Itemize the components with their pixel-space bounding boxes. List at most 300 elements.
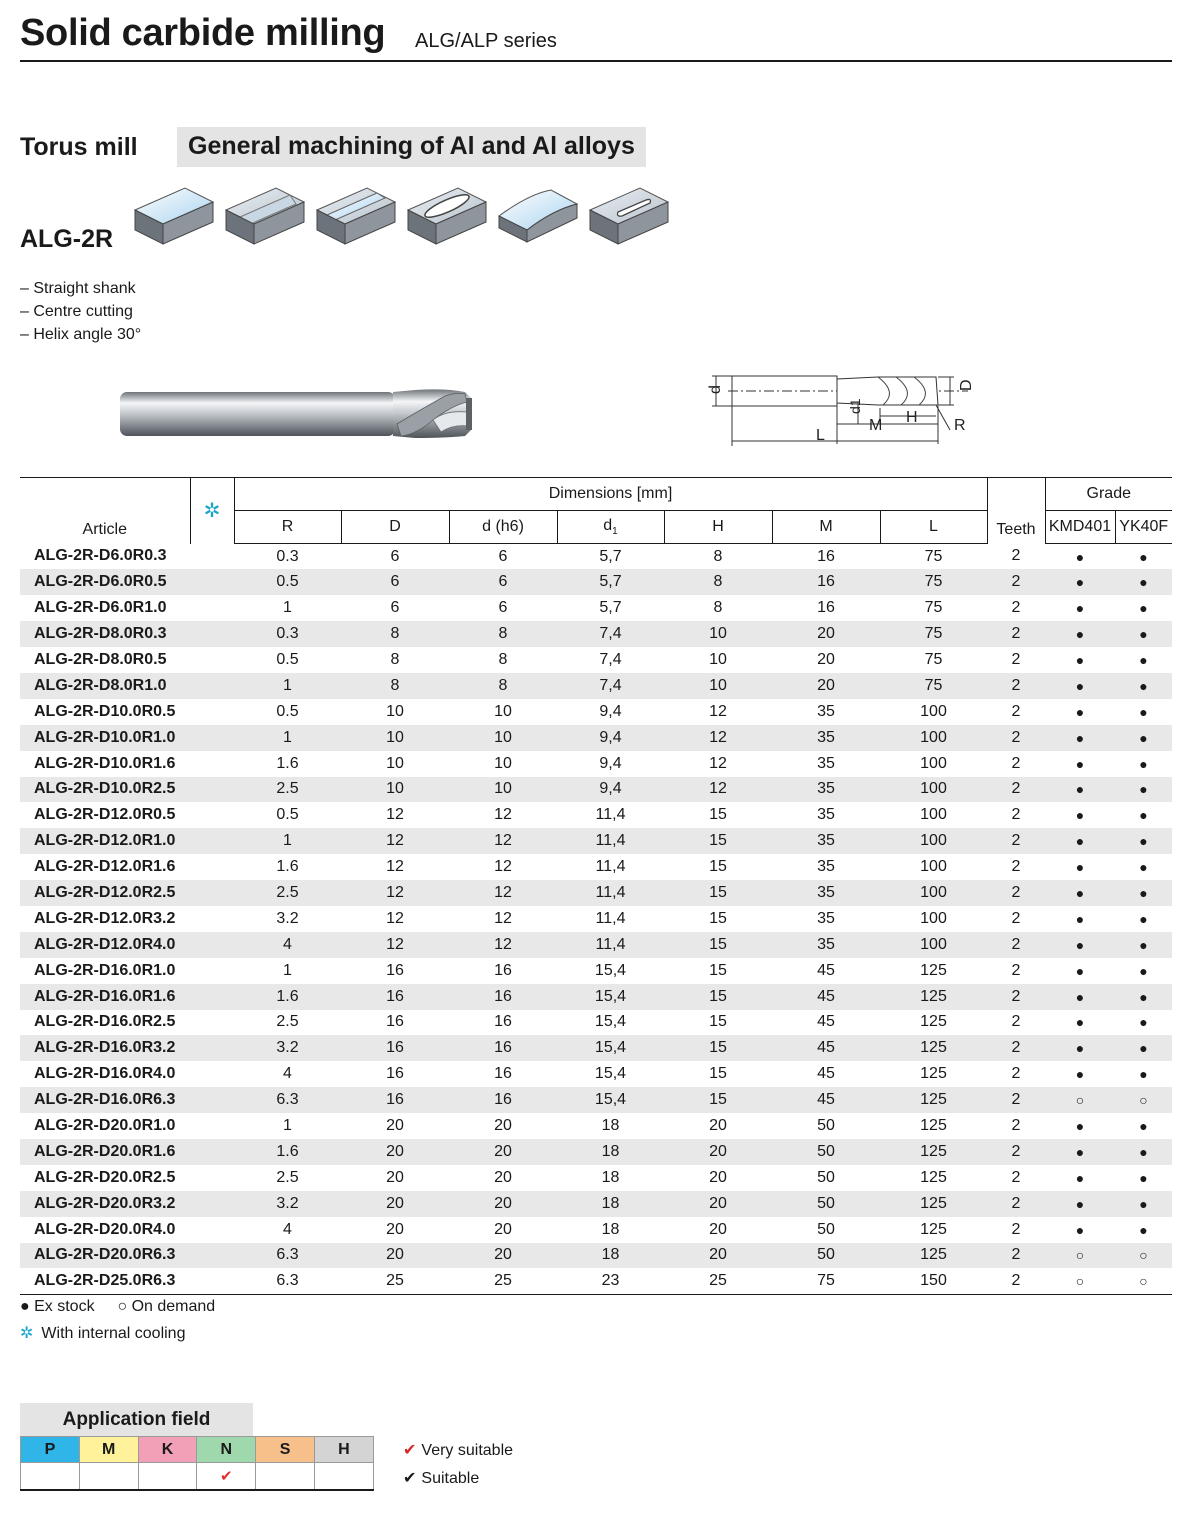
table-cell: 2 xyxy=(987,1035,1045,1061)
col-cooling xyxy=(190,478,234,544)
table-cell xyxy=(190,1061,234,1087)
legend-on-demand: ○ On demand xyxy=(117,1298,216,1315)
table-cell: ● xyxy=(1075,755,1085,772)
table-cell: 125 xyxy=(920,961,947,979)
table-cell: 16 xyxy=(494,1065,512,1083)
article-cell: ALG-2R-D16.0R4.0 xyxy=(34,1065,176,1083)
article-cell: ALG-2R-D20.0R4.0 xyxy=(34,1220,176,1238)
table-cell: 11,4 xyxy=(557,828,664,854)
article-cell: ALG-2R-D16.0R2.5 xyxy=(34,1013,176,1031)
table-cell: 125 xyxy=(880,984,987,1010)
table-cell: 35 xyxy=(772,777,880,803)
face-milling-icon xyxy=(135,188,213,244)
col-kmd401: KMD401 xyxy=(1045,511,1115,544)
table-cell: ● xyxy=(1075,1014,1085,1031)
table-cell: 12 xyxy=(449,932,557,958)
table-cell xyxy=(190,1191,234,1217)
table-cell: 45 xyxy=(817,1065,835,1083)
suitable-check-icon: ✔ xyxy=(403,1470,417,1487)
table-cell: 15 xyxy=(664,1035,772,1061)
table-cell: 15,4 xyxy=(557,1087,664,1113)
table-cell: 20 xyxy=(817,651,835,668)
table-cell: 8 xyxy=(341,621,449,647)
table-row xyxy=(20,725,1172,751)
table-row xyxy=(20,751,1172,777)
table-cell: 100 xyxy=(920,909,947,927)
table-cell: 2 xyxy=(987,1268,1045,1294)
table-cell: ● xyxy=(1139,652,1148,668)
table-cell: 15 xyxy=(709,858,727,876)
table-cell: ● xyxy=(1139,1014,1148,1031)
col-H: H xyxy=(664,511,772,544)
table-cell: 35 xyxy=(817,754,835,772)
article-cell: ALG-2R-D8.0R1.0 xyxy=(20,673,190,699)
article-cell: ALG-2R-D16.0R3.2 xyxy=(20,1035,190,1061)
table-row xyxy=(20,880,1172,906)
table-cell: 100 xyxy=(880,880,987,906)
table-cell: 12 xyxy=(449,828,557,854)
table-cell: 10 xyxy=(341,777,449,803)
table-cell: ○ xyxy=(1115,1243,1172,1269)
table-cell: 16 xyxy=(341,1035,449,1061)
table-cell: ● xyxy=(1115,1139,1172,1165)
table-cell: 16 xyxy=(449,984,557,1010)
table-cell: 15 xyxy=(664,984,772,1010)
table-cell: ● xyxy=(1115,1035,1172,1061)
table-cell: 2 xyxy=(987,932,1045,958)
table-cell: ● xyxy=(1115,621,1172,647)
table-cell: 2.5 xyxy=(276,1013,299,1031)
table-cell: ● xyxy=(1115,673,1172,699)
table-cell xyxy=(190,958,234,984)
table-cell: 15 xyxy=(664,828,772,854)
table-cell: 2 xyxy=(1011,1220,1021,1238)
table-cell: ● xyxy=(1045,880,1115,906)
table-cell: 12 xyxy=(664,725,772,751)
article-cell: ALG-2R-D8.0R0.5 xyxy=(34,651,167,668)
table-cell: 45 xyxy=(817,961,835,979)
table-cell: 35 xyxy=(772,932,880,958)
table-cell: 75 xyxy=(880,673,987,699)
table-cell: 5,7 xyxy=(599,547,622,565)
table-cell: 18 xyxy=(601,1220,620,1238)
material-group-mark xyxy=(256,1463,315,1490)
table-cell: 2 xyxy=(1011,1065,1021,1083)
table-cell: 125 xyxy=(880,1139,987,1165)
drawing-label-M: M xyxy=(869,417,883,434)
table-cell: ● xyxy=(1045,1035,1115,1061)
table-row xyxy=(20,1061,1172,1087)
table-cell: 45 xyxy=(772,984,880,1010)
table-cell: 12 xyxy=(386,909,404,927)
material-group-n: N xyxy=(197,1437,256,1463)
page-title: Solid carbide milling xyxy=(20,12,386,54)
table-cell: ● xyxy=(1075,962,1085,979)
table-cell: 18 xyxy=(601,1168,620,1186)
table-cell: 12 xyxy=(449,880,557,906)
table-cell: ● xyxy=(1075,1221,1085,1238)
material-group-s: S xyxy=(256,1437,315,1463)
table-cell xyxy=(190,984,234,1010)
table-cell: 2 xyxy=(987,777,1045,803)
table-cell: 4 xyxy=(283,1220,292,1238)
table-cell: ○ xyxy=(1045,1243,1115,1269)
table-row xyxy=(20,958,1172,984)
table-cell: 8 xyxy=(449,621,557,647)
table-cell: 2 xyxy=(987,1191,1045,1217)
table-cell: 11,4 xyxy=(557,932,664,958)
table-cell: 20 xyxy=(449,1139,557,1165)
table-cell: ● xyxy=(1139,1221,1148,1238)
table-cell: 5,7 xyxy=(599,599,622,617)
table-cell: 20 xyxy=(494,1168,512,1186)
table-cell: ● xyxy=(1075,652,1085,668)
table-cell: 5,7 xyxy=(557,569,664,595)
table-cell: 18 xyxy=(557,1191,664,1217)
suitability-legend xyxy=(403,1437,513,1493)
table-cell: 0.5 xyxy=(276,702,299,720)
table-row xyxy=(20,647,1172,673)
feature-item: – Straight shank xyxy=(20,280,136,297)
table-cell: 2 xyxy=(1011,1013,1021,1031)
article-cell: ALG-2R-D16.0R1.0 xyxy=(34,961,176,979)
table-cell: 16 xyxy=(494,1013,512,1031)
table-cell: 0.3 xyxy=(276,547,299,565)
table-cell: 75 xyxy=(924,599,943,617)
tool-type: Torus mill xyxy=(20,133,138,161)
table-row xyxy=(20,699,1172,725)
table-cell: 0.5 xyxy=(234,569,341,595)
table-cell: 125 xyxy=(880,1191,987,1217)
table-cell: 6.3 xyxy=(234,1087,341,1113)
table-cell: 9,4 xyxy=(599,754,622,772)
table-cell: 2 xyxy=(1011,1168,1021,1186)
table-cell xyxy=(190,595,234,621)
table-cell: 125 xyxy=(920,1220,947,1238)
table-cell: 16 xyxy=(341,1087,449,1113)
very-suitable-label: Very suitable xyxy=(421,1442,514,1459)
material-group-mark xyxy=(314,1463,373,1490)
table-cell: 1 xyxy=(283,599,292,617)
table-cell: 2 xyxy=(1011,1117,1021,1135)
table-cell xyxy=(190,1035,234,1061)
drawing-label-d: d xyxy=(707,385,724,394)
application-field-title: Application field xyxy=(20,1403,253,1436)
table-row xyxy=(20,802,1172,828)
table-row xyxy=(20,984,1172,1010)
table-cell: 50 xyxy=(772,1243,880,1269)
table-cell: 75 xyxy=(924,651,943,668)
table-cell: 2 xyxy=(1011,909,1021,927)
table-cell: 20 xyxy=(494,1220,512,1238)
table-row xyxy=(20,1243,1172,1269)
article-cell: ALG-2R-D20.0R6.3 xyxy=(20,1243,190,1269)
table-cell: 20 xyxy=(449,1191,557,1217)
table-cell: 20 xyxy=(341,1139,449,1165)
table-cell: 100 xyxy=(880,828,987,854)
legend-cooling: With internal cooling xyxy=(41,1325,186,1342)
table-cell: 100 xyxy=(880,725,987,751)
material-group-mark xyxy=(138,1463,197,1490)
table-cell: 16 xyxy=(386,961,404,979)
table-cell: 4 xyxy=(283,1065,292,1083)
table-cell: 12 xyxy=(494,909,512,927)
table-row xyxy=(20,777,1172,803)
table-cell: 20 xyxy=(341,1191,449,1217)
table-cell: 8 xyxy=(341,673,449,699)
table-cell: 12 xyxy=(709,702,727,720)
table-cell: ● xyxy=(1075,548,1085,565)
table-cell: 10 xyxy=(494,702,512,720)
table-cell: 16 xyxy=(386,1065,404,1083)
table-cell: 25 xyxy=(449,1268,557,1294)
table-cell xyxy=(190,906,234,932)
table-cell: 25 xyxy=(341,1268,449,1294)
table-cell: 8 xyxy=(390,651,400,668)
table-cell: 16 xyxy=(494,961,512,979)
table-cell: 7,4 xyxy=(557,673,664,699)
table-cell: 20 xyxy=(449,1243,557,1269)
table-cell: 1.6 xyxy=(276,754,299,772)
table-cell: 16 xyxy=(817,547,835,565)
pocket-milling-icon xyxy=(408,188,486,244)
table-cell: ● xyxy=(1045,984,1115,1010)
table-cell: 6 xyxy=(390,599,400,617)
table-cell: 50 xyxy=(772,1139,880,1165)
material-group-table xyxy=(20,1436,374,1491)
table-cell: ● xyxy=(1139,1066,1148,1083)
table-cell: 50 xyxy=(817,1117,835,1135)
table-cell: ● xyxy=(1139,703,1148,720)
article-cell: ALG-2R-D20.0R2.5 xyxy=(34,1168,176,1186)
table-cell: 9,4 xyxy=(557,725,664,751)
table-cell: 2 xyxy=(987,984,1045,1010)
table-cell: 45 xyxy=(772,1035,880,1061)
article-cell: ALG-2R-D12.0R0.5 xyxy=(34,806,176,824)
feature-list xyxy=(20,277,141,346)
article-cell: ALG-2R-D25.0R6.3 xyxy=(20,1268,190,1294)
table-cell: 6.3 xyxy=(234,1243,341,1269)
feature-item: – Helix angle 30° xyxy=(20,326,142,343)
col-d1: $d_1$ xyxy=(557,511,664,544)
legend-ex-stock: ● Ex stock xyxy=(20,1298,95,1315)
table-cell: 20 xyxy=(341,1243,449,1269)
table-row xyxy=(20,1217,1172,1243)
table-cell: 4 xyxy=(234,932,341,958)
end-mill-dimension-drawing xyxy=(698,362,988,452)
table-cell: 125 xyxy=(920,1168,947,1186)
table-cell: 20 xyxy=(772,673,880,699)
article-cell: ALG-2R-D16.0R1.6 xyxy=(20,984,190,1010)
table-cell: 15,4 xyxy=(557,1035,664,1061)
table-cell: 15 xyxy=(709,1013,727,1031)
col-D: D xyxy=(341,511,449,544)
table-cell: 15 xyxy=(709,961,727,979)
table-cell: 20 xyxy=(709,1168,727,1186)
internal-cooling-icon: ✲ xyxy=(20,1325,34,1342)
table-cell: ● xyxy=(1139,548,1148,565)
table-cell: 8 xyxy=(713,547,723,565)
table-cell: 7,4 xyxy=(599,651,622,668)
table-cell: ● xyxy=(1045,1139,1115,1165)
table-cell: 18 xyxy=(601,1117,620,1135)
table-cell: 10 xyxy=(449,725,557,751)
machining-operations-icons xyxy=(130,180,675,250)
article-cell: ALG-2R-D10.0R2.5 xyxy=(20,777,190,803)
table-row xyxy=(20,828,1172,854)
shoulder-milling-icon xyxy=(226,188,304,244)
table-row xyxy=(20,1139,1172,1165)
article-cell: ALG-2R-D12.0R3.2 xyxy=(34,909,176,927)
col-R: R xyxy=(234,511,341,544)
table-row xyxy=(20,569,1172,595)
table-cell: ● xyxy=(1045,932,1115,958)
table-cell: 2 xyxy=(987,621,1045,647)
table-cell: 2 xyxy=(987,673,1045,699)
product-code: ALG-2R xyxy=(20,225,114,253)
table-cell: 35 xyxy=(772,828,880,854)
col-grade: Grade xyxy=(1045,478,1172,511)
table-cell: 6 xyxy=(449,569,557,595)
availability-legend xyxy=(20,1297,215,1351)
table-cell: 125 xyxy=(880,1035,987,1061)
drawing-label-L: L xyxy=(816,427,825,444)
table-cell xyxy=(190,1268,234,1294)
table-cell: 16 xyxy=(386,1013,404,1031)
table-cell xyxy=(190,1165,234,1191)
col-article: Article xyxy=(20,478,190,544)
table-row xyxy=(20,1010,1172,1036)
table-cell: ● xyxy=(1045,673,1115,699)
table-cell xyxy=(190,880,234,906)
table-cell: ● xyxy=(1115,777,1172,803)
table-cell: 18 xyxy=(557,1139,664,1165)
table-row xyxy=(20,932,1172,958)
article-cell: ALG-2R-D6.0R0.5 xyxy=(20,569,190,595)
application-field xyxy=(20,1403,374,1491)
table-cell: 125 xyxy=(920,1117,947,1135)
table-cell: 2 xyxy=(1011,547,1021,565)
table-cell: 20 xyxy=(664,1243,772,1269)
col-yk40f: YK40F xyxy=(1115,511,1172,544)
table-cell: 25 xyxy=(664,1268,772,1294)
material-group-mark xyxy=(21,1463,80,1490)
article-cell: ALG-2R-D20.0R3.2 xyxy=(20,1191,190,1217)
table-cell: 20 xyxy=(664,1139,772,1165)
table-cell: 15 xyxy=(664,1087,772,1113)
table-cell: 8 xyxy=(449,673,557,699)
table-cell: ● xyxy=(1045,828,1115,854)
table-cell: ● xyxy=(1075,1118,1085,1135)
table-cell: 20 xyxy=(386,1168,404,1186)
table-cell xyxy=(190,828,234,854)
table-cell: 125 xyxy=(920,1013,947,1031)
table-cell: 10 xyxy=(341,725,449,751)
table-cell xyxy=(190,621,234,647)
table-cell xyxy=(190,854,234,880)
end-mill-photo xyxy=(115,380,485,444)
table-cell: ● xyxy=(1139,600,1148,617)
table-cell: 2 xyxy=(987,725,1045,751)
material-group-k: K xyxy=(138,1437,197,1463)
table-cell: 15 xyxy=(664,932,772,958)
col-teeth: Teeth xyxy=(987,478,1045,544)
article-cell: ALG-2R-D20.0R1.0 xyxy=(34,1117,176,1135)
table-cell: 35 xyxy=(772,725,880,751)
article-cell: ALG-2R-D6.0R1.0 xyxy=(34,599,167,617)
table-cell: ● xyxy=(1045,569,1115,595)
table-cell: 12 xyxy=(494,858,512,876)
table-cell xyxy=(190,544,234,570)
table-row xyxy=(20,1191,1172,1217)
table-cell: 125 xyxy=(880,1087,987,1113)
table-cell: ● xyxy=(1075,600,1085,617)
table-cell: 12 xyxy=(341,880,449,906)
table-cell: 2 xyxy=(987,569,1045,595)
table-cell: ● xyxy=(1139,755,1148,772)
table-cell xyxy=(190,647,234,673)
table-row xyxy=(20,673,1172,699)
table-cell: 1 xyxy=(283,1117,292,1135)
table-cell: ● xyxy=(1139,1169,1148,1186)
table-cell: 100 xyxy=(880,932,987,958)
page-header xyxy=(20,10,1172,62)
table-cell: 2 xyxy=(1011,858,1021,876)
table-cell: ○ xyxy=(1115,1087,1172,1113)
table-cell: 12 xyxy=(386,858,404,876)
table-cell: 12 xyxy=(386,806,404,824)
table-cell: 75 xyxy=(924,547,943,565)
application-banner: General machining of Al and Al alloys xyxy=(177,127,646,167)
material-group-m: M xyxy=(79,1437,138,1463)
table-cell: 45 xyxy=(772,1087,880,1113)
col-dimensions: Dimensions [mm] xyxy=(234,478,987,511)
table-cell: 16 xyxy=(449,1087,557,1113)
table-cell: 2.5 xyxy=(234,777,341,803)
table-cell: 9,4 xyxy=(557,777,664,803)
table-cell: ● xyxy=(1139,1118,1148,1135)
table-cell: 50 xyxy=(817,1220,835,1238)
table-row xyxy=(20,1035,1172,1061)
table-row xyxy=(20,854,1172,880)
material-group-mark xyxy=(79,1463,138,1490)
table-cell: 10 xyxy=(709,651,727,668)
table-cell: ● xyxy=(1075,1169,1085,1186)
table-row xyxy=(20,1087,1172,1113)
article-cell: ALG-2R-D10.0R1.0 xyxy=(20,725,190,751)
table-cell: 12 xyxy=(494,806,512,824)
table-cell: ● xyxy=(1115,984,1172,1010)
suitable-label: Suitable xyxy=(421,1470,480,1487)
table-cell: 2 xyxy=(987,1243,1045,1269)
table-cell xyxy=(190,751,234,777)
table-cell: 125 xyxy=(880,1243,987,1269)
table-cell: 100 xyxy=(880,777,987,803)
material-group-p: P xyxy=(21,1437,80,1463)
table-cell: 2.5 xyxy=(234,880,341,906)
table-cell: 3.2 xyxy=(234,1191,341,1217)
table-cell: ● xyxy=(1115,932,1172,958)
drawing-label-H: H xyxy=(906,409,918,426)
series-label: ALG/ALP series xyxy=(415,30,557,52)
table-cell: 15,4 xyxy=(557,984,664,1010)
table-cell xyxy=(190,1217,234,1243)
table-cell: 20 xyxy=(386,1220,404,1238)
table-cell: ● xyxy=(1139,859,1148,876)
table-cell: 1.6 xyxy=(234,1139,341,1165)
table-cell: 1 xyxy=(234,673,341,699)
table-cell xyxy=(190,1243,234,1269)
